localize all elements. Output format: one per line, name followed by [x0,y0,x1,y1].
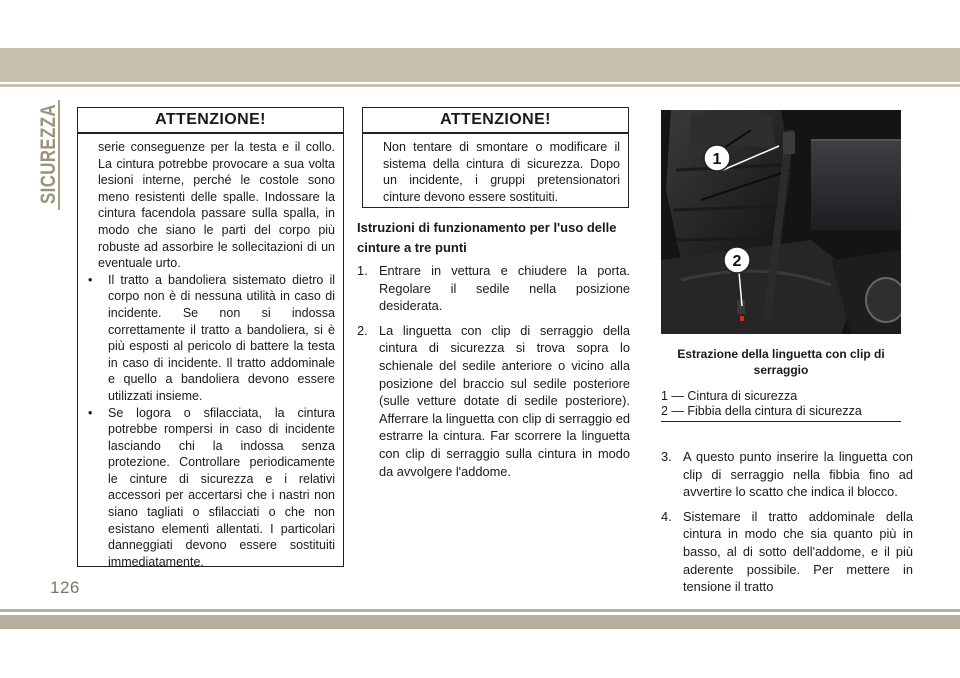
section-tab-rule [58,100,60,210]
warning-bullet-text: Il tratto a bandoliera sistemato dietro il corpo non è di nessuna utilità in caso di incidente. Se non si indossa correttamente il tratto a bandoliera, si è più esposti al pericolo di battere la testa in caso di incidente. Il tratto addominale e quello a bandoliera devono essere utilizzati insieme. [108,272,335,403]
warning-bullet [88,272,335,405]
figure-caption: Estrazione della linguetta con clip di serraggio [677,347,885,377]
page-number: 126 [50,578,80,597]
warning-bullet [88,405,335,571]
header-rule [0,84,960,87]
step-text: La linguetta con clip di serraggio della cintura di sicurezza si trova sopra lo schienale del sedile anteriore o vicino alla posizione del braccio sul sedile posteriore (sulle vetture dotate di sedile posteriore). Afferrare la linguetta con clip di serraggio ed estrarre la cintura. Far scorrere la linguetta con clip di serraggio sulla cintura in modo da avvolgere l'addome. [379,322,630,479]
warning-title: ATTENZIONE! [78,108,343,134]
step-number: 4. [661,508,672,524]
step-item [357,262,630,315]
step-text: A questo punto inserire la linguetta con clip di serraggio nella fibbia fino ad avvertire lo scatto che indica il blocco. [683,449,913,500]
step-text: Entrare in vettura e chiudere la porta. Regolare il sedile nella posizione desiderata. [379,263,630,314]
header-band [0,48,960,82]
warning-body [363,134,628,209]
warning-intro-text: serie conseguenze per la testa e il collo. La cintura potrebbe provocare a sua volta lesioni interne, perché le costole sono meno resistenti delle spalle. Indossare la cintura facendola passare sulla spalla, in modo che siano le parti del corpo più robuste ad assorbire le sollecitazioni di un eventuale urto. [98,140,335,271]
step-item [661,448,913,501]
section-label: SICUREZZA [37,100,60,204]
section-tab [30,100,70,210]
step-text: Sistemare il tratto addominale della cintura in modo che sia quanto più in basso, al di sotto dell'addome, e il più aderente possibile. Per mettere in tensione il tratto [683,508,913,595]
bullet-icon: • [88,405,93,420]
callout-2-label: 2 [732,253,742,270]
step-item [357,322,630,480]
instructions-heading: Istruzioni di funzionamento per l'uso delle cinture a tre punti [357,220,617,255]
step-number: 3. [661,449,672,464]
warning-box-middle [362,107,629,208]
figure-legend [661,389,901,422]
warning-bullet-text: Se logora o sfilacciata, la cintura potrebbe rompersi in caso di incidente lasciando chi la indossa senza protezione. Controllare periodicamente le cinture di sicurezza e i relativi accessori per accertarsi che i nastri non siano tagliati o sfilacciati o che non esistano elementi allentati. I particolari danneggiati devono essere sostituiti immediatamente. [108,405,335,569]
step-number: 1. [357,263,368,278]
warning-bullet-list [88,272,335,571]
warning-body [78,134,343,574]
legend-item: 2 — Fibbia della cintura di sicurezza [661,404,862,418]
steps-list-middle [357,262,630,487]
footer-band [0,615,960,629]
footer-rule [0,609,960,612]
step-number: 2. [357,322,368,338]
seatbelt-photo [661,110,901,334]
callout-1-label: 1 [712,151,722,168]
warning-title: ATTENZIONE! [363,108,628,134]
warning-box-left [77,107,344,567]
bullet-icon: • [88,272,93,287]
step-item [661,508,913,596]
warning-text: Non tentare di smontare o modificare il sistema della cintura di sicurezza. Dopo un incidente, i gruppi pretensionatori cinture devono essere sostituiti. [383,140,620,204]
steps-list-right [661,448,913,603]
legend-item: 1 — Cintura di sicurezza [661,389,798,403]
